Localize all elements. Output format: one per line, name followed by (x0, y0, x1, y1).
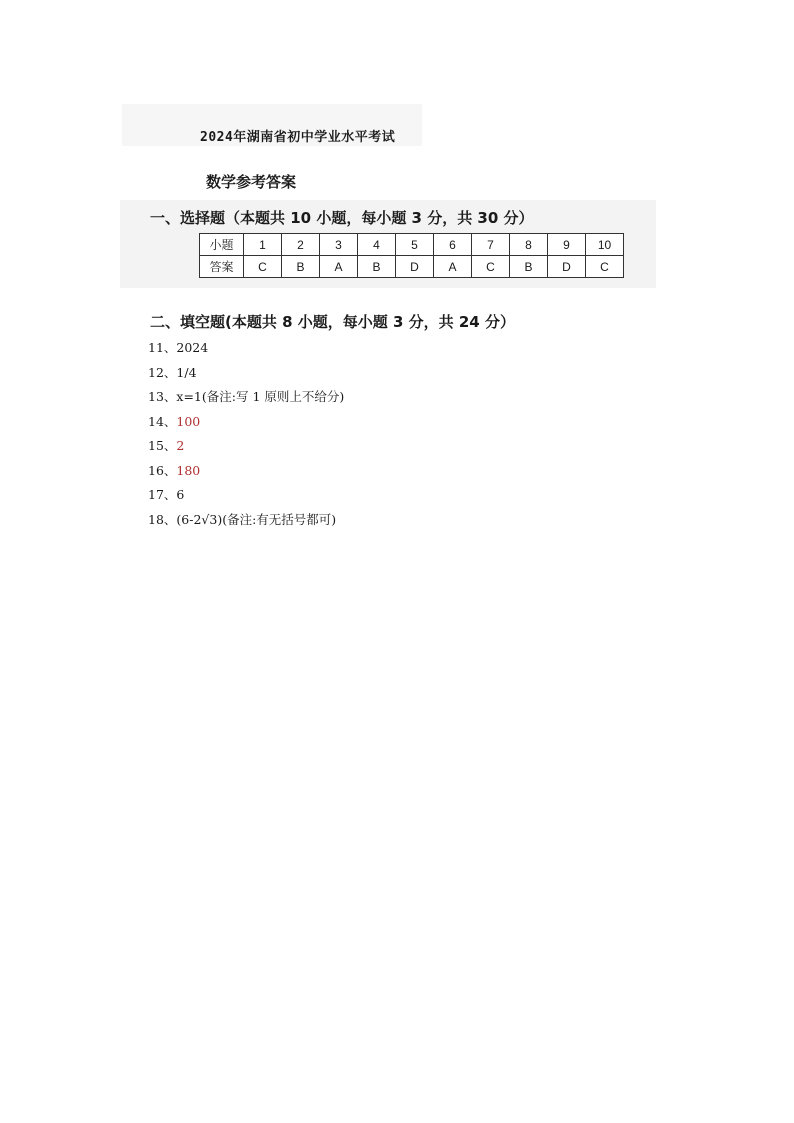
list-item (148, 510, 344, 535)
question-number: 10 (586, 234, 624, 256)
list-item (148, 363, 344, 388)
question-number: 6 (434, 234, 472, 256)
answer-cell: D (396, 256, 434, 278)
item-number: 12、 (148, 364, 177, 380)
item-answer: 2024 (176, 340, 209, 355)
answer-cell: C (472, 256, 510, 278)
item-answer: 2 (176, 438, 185, 453)
exam-title: 2024年湖南省初中学业水平考试 (122, 104, 422, 146)
answer-cell: C (586, 256, 624, 278)
item-answer: 100 (176, 413, 201, 429)
row-label-answers: 答案 (200, 256, 244, 278)
list-item (148, 436, 344, 461)
item-number: 18、 (148, 511, 177, 527)
row-label-questions: 小题 (200, 234, 244, 256)
question-number: 4 (358, 234, 396, 256)
item-number: 17、 (148, 487, 177, 502)
answer-cell: B (510, 256, 548, 278)
item-note: (备注:有无括号都可) (222, 511, 337, 527)
question-number: 8 (510, 234, 548, 256)
answer-cell: A (434, 256, 472, 278)
section-1-heading: 一、选择题（本题共 10 小题，每小题 3 分，共 30 分） (150, 209, 534, 227)
document-title: 数学参考答案 (206, 173, 297, 191)
list-item (148, 412, 344, 437)
item-note: (备注:写 1 原则上不给分) (201, 389, 345, 404)
answer-cell: B (358, 256, 396, 278)
item-number: 14、 (148, 413, 177, 429)
list-item (148, 485, 344, 510)
list-item (148, 387, 344, 412)
item-answer: (6-2√3) (176, 511, 223, 527)
question-number: 9 (548, 234, 586, 256)
item-number: 13、 (148, 389, 177, 404)
question-number: 5 (396, 234, 434, 256)
item-answer: 6 (176, 487, 185, 502)
question-number: 3 (320, 234, 358, 256)
section-2-heading: 二、填空题(本题共 8 小题，每小题 3 分，共 24 分） (150, 313, 515, 331)
answer-cell: B (282, 256, 320, 278)
answer-row (200, 256, 624, 278)
question-number-row (200, 234, 624, 256)
multiple-choice-answer-table (199, 233, 624, 278)
item-answer: x=1 (176, 389, 202, 404)
fill-in-answer-list (148, 338, 344, 534)
question-number: 7 (472, 234, 510, 256)
answer-cell: C (244, 256, 282, 278)
item-number: 16、 (148, 462, 177, 478)
question-number: 2 (282, 234, 320, 256)
item-number: 11、 (148, 340, 177, 355)
answer-cell: A (320, 256, 358, 278)
item-answer: 1/4 (176, 364, 197, 380)
list-item (148, 461, 344, 486)
list-item (148, 338, 344, 363)
answer-cell: D (548, 256, 586, 278)
question-number: 1 (244, 234, 282, 256)
item-answer: 180 (176, 462, 201, 478)
item-number: 15、 (148, 438, 177, 453)
